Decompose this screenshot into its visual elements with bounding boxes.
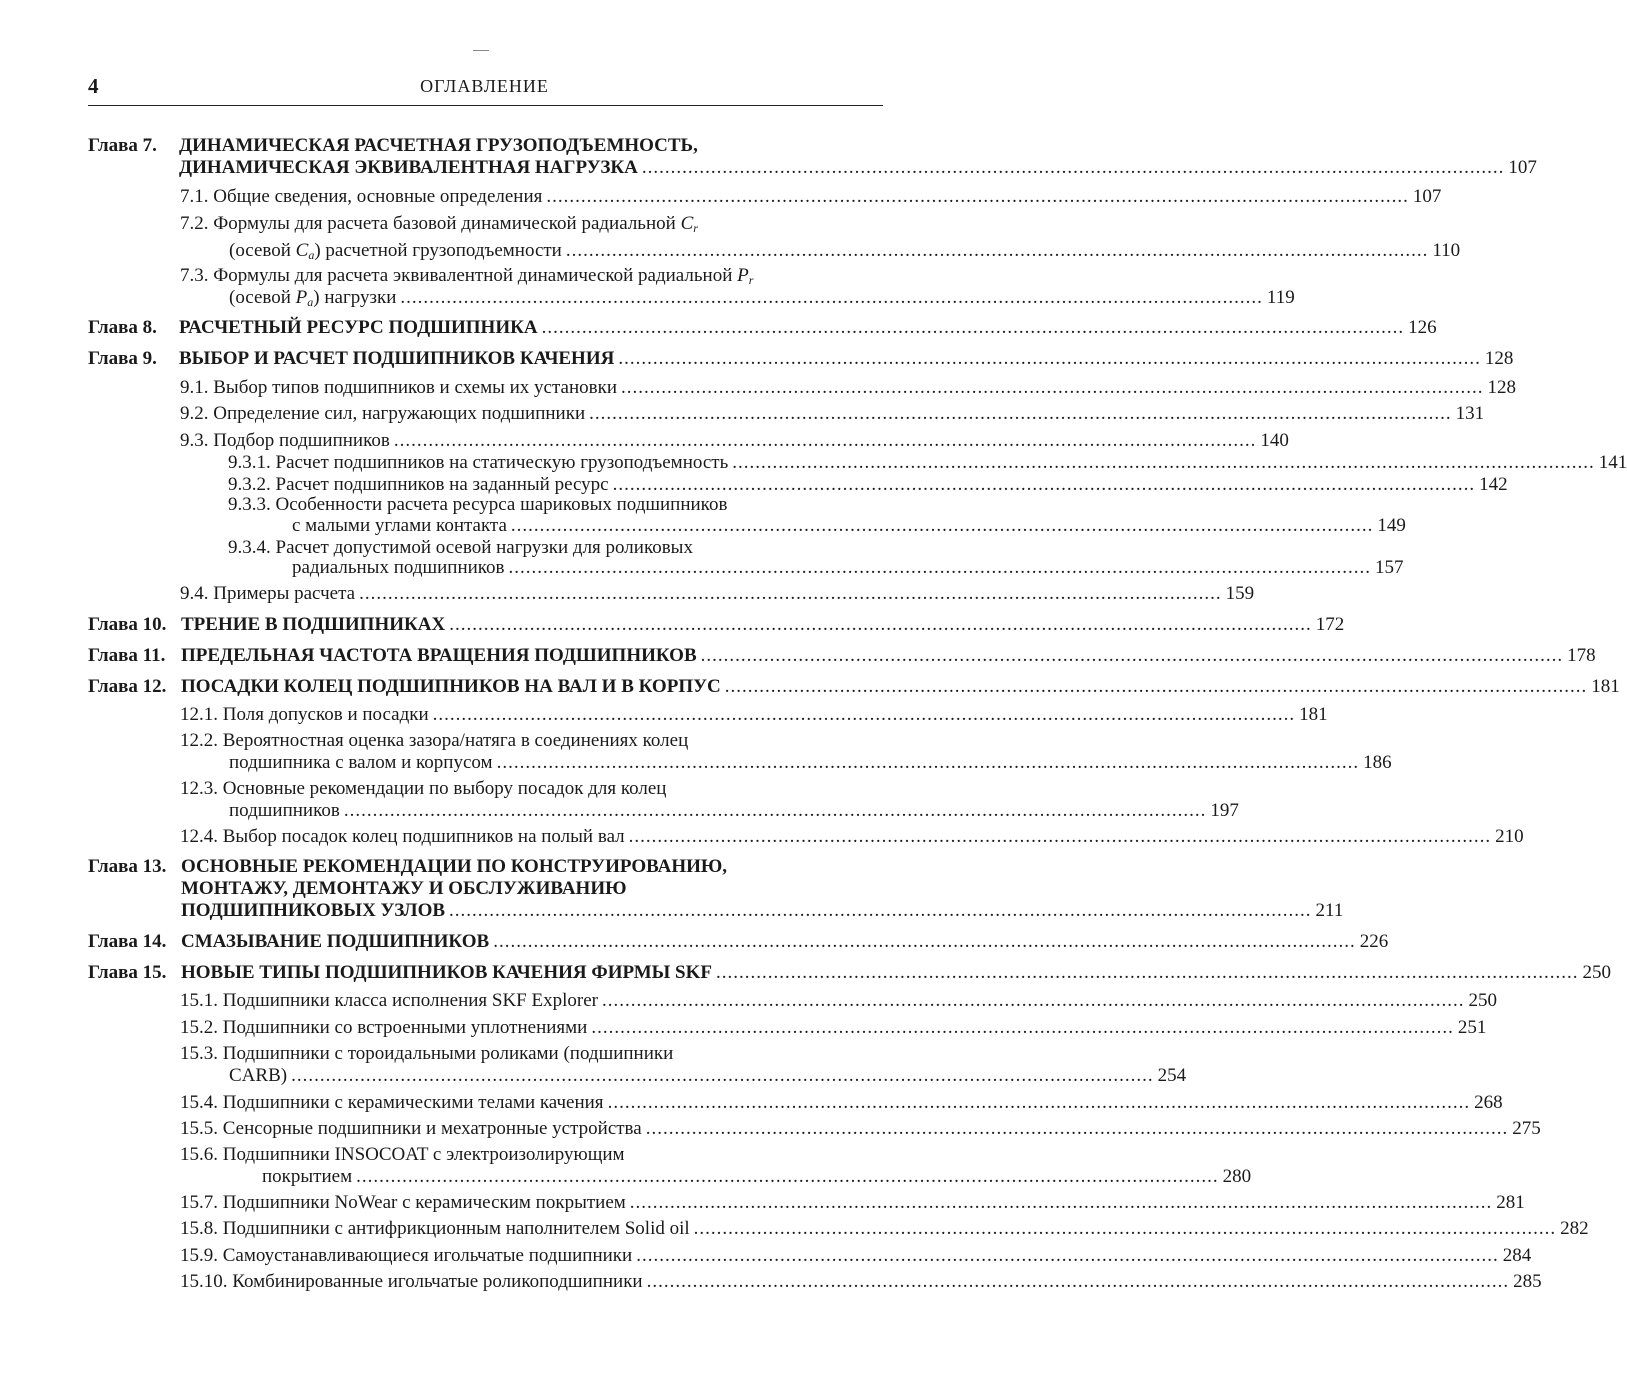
chapter-title: НОВЫЕ ТИПЫ ПОДШИПНИКОВ КАЧЕНИЯ ФИРМЫ SKF	[181, 962, 713, 983]
section-title-line: 7.2. Формулы для расчета базовой динамической радиальной	[180, 213, 676, 234]
section-title: 15.8. Подшипники с антифрикционным наполнителем Solid oil	[180, 1218, 690, 1239]
chapter-label: Глава 11.	[88, 645, 166, 666]
page-ref: 181	[1591, 676, 1620, 697]
section-title-line: 15.3. Подшипники с тороидальными роликами (подшипники	[180, 1043, 674, 1064]
toc-section-9-4[interactable]: 9.4. Примеры расчета ...................................................................................................................................................... 159	[180, 583, 1255, 604]
chapter-title-line: ДИНАМИЧЕСКАЯ РАСЧЕТНАЯ ГРУЗОПОДЪЕМНОСТЬ,	[179, 135, 698, 156]
page-number: 4	[88, 74, 99, 98]
page-ref: 141	[1598, 452, 1627, 473]
toc-chapter-13-line2[interactable]	[88, 878, 883, 900]
toc-subsection-9-3-4[interactable]	[88, 537, 883, 559]
toc-chapter-13[interactable]	[88, 856, 883, 878]
page-ref: 250	[1468, 990, 1497, 1011]
page-ref: 119	[1266, 287, 1295, 308]
toc-section-15-3-cont[interactable]: CARB) ...................................................................................................................................................... 254	[229, 1065, 1187, 1086]
toc-chapter-14[interactable]: Глава 14. СМАЗЫВАНИЕ ПОДШИПНИКОВ ...................................................................................................................................................... 226	[88, 931, 1389, 952]
page-ref: 197	[1210, 800, 1239, 821]
chapter-title: РАСЧЕТНЫЙ РЕСУРС ПОДШИПНИКА	[179, 317, 538, 338]
toc-chapter-13-line3[interactable]: ПОДШИПНИКОВЫХ УЗЛОВ ...................................................................................................................................................... 211	[181, 900, 1344, 921]
page-ref: 280	[1222, 1166, 1252, 1187]
section-title-line: 7.3. Формулы для расчета эквивалентной динамической радиальной	[180, 265, 733, 286]
chapter-title: ВЫБОР И РАСЧЕТ ПОДШИПНИКОВ КАЧЕНИЯ	[179, 348, 615, 369]
toc-section-15-10[interactable]: 15.10. Комбинированные игольчатые роликоподшипники ...................................................................................................................................................... 285	[180, 1271, 1542, 1292]
running-header: ОГЛАВЛЕНИЕ	[420, 76, 549, 96]
subsection-title-line: 9.3.4. Расчет допустимой осевой нагрузки для роликовых	[228, 537, 693, 558]
toc-section-15-1[interactable]: 15.1. Подшипники класса исполнения SKF Explorer ...................................................................................................................................................... 250	[180, 990, 1497, 1011]
page-ref: 281	[1496, 1192, 1525, 1213]
chapter-title: ПОДШИПНИКОВЫХ УЗЛОВ	[181, 900, 446, 921]
subsection-title: радиальных подшипников	[292, 557, 505, 578]
section-title: 12.4. Выбор посадок колец подшипников на полый вал	[180, 826, 625, 847]
section-title-line: 15.6. Подшипники INSOCOAT с электроизолирующим	[180, 1144, 625, 1165]
chapter-title-line: МОНТАЖУ, ДЕМОНТАЖУ И ОБСЛУЖИВАНИЮ	[181, 878, 627, 899]
toc-section-12-3[interactable]	[88, 778, 883, 800]
toc-section-12-1[interactable]: 12.1. Поля допусков и посадки ...................................................................................................................................................... 181	[180, 704, 1328, 725]
toc-section-9-1[interactable]: 9.1. Выбор типов подшипников и схемы их установки ...................................................................................................................................................... 128	[180, 377, 1516, 398]
toc-section-15-5[interactable]: 15.5. Сенсорные подшипники и мехатронные устройства ...................................................................................................................................................... 275	[180, 1118, 1541, 1139]
toc-section-7-3-cont[interactable]: (осевой $P_a$) нагрузки ...................................................................................................................................................... 119	[229, 287, 1295, 309]
toc-chapter-7-cont[interactable]: ДИНАМИЧЕСКАЯ ЭКВИВАЛЕНТНАЯ НАГРУЗКА ...................................................................................................................................................... 107	[179, 157, 1537, 178]
section-title-line: 12.3. Основные рекомендации по выбору посадок для колец	[180, 778, 667, 799]
page-ref: 226	[1359, 931, 1389, 952]
section-title: 15.1. Подшипники класса исполнения SKF Explorer	[180, 990, 598, 1011]
page-ref: 140	[1260, 430, 1289, 451]
page-ref: 172	[1315, 614, 1345, 635]
symbol: C	[295, 240, 309, 261]
toc-section-7-2[interactable]: 7.2. Формулы для расчета базовой динамической радиальной $C_r$	[180, 213, 698, 235]
subsection-title: 9.3.1. Расчет подшипников на статическую грузоподъемность	[228, 452, 729, 473]
page-ref: 284	[1502, 1245, 1532, 1266]
chapter-title: СМАЗЫВАНИЕ ПОДШИПНИКОВ	[181, 931, 490, 952]
toc-section-15-9[interactable]: 15.9. Самоустанавливающиеся игольчатые подшипники ...................................................................................................................................................... 284	[180, 1245, 1532, 1266]
header-rule	[88, 105, 883, 106]
toc-chapter-9[interactable]: Глава 9. ВЫБОР И РАСЧЕТ ПОДШИПНИКОВ КАЧЕНИЯ ...................................................................................................................................................... 128	[88, 348, 1514, 369]
page-ref: 282	[1560, 1218, 1589, 1239]
section-title: 7.1. Общие сведения, основные определения	[180, 186, 543, 207]
toc-subsection-9-3-1[interactable]: 9.3.1. Расчет подшипников на статическую грузоподъемность ...................................................................................................................................................... 141	[228, 452, 1627, 473]
toc-section-9-3[interactable]: 9.3. Подбор подшипников ...................................................................................................................................................... 140	[180, 430, 1289, 451]
section-title: подшипников	[229, 800, 340, 821]
subsection-title-line: 9.3.3. Особенности расчета ресурса шариковых подшипников	[228, 494, 728, 515]
chapter-title: ДИНАМИЧЕСКАЯ ЭКВИВАЛЕНТНАЯ НАГРУЗКА	[179, 157, 638, 178]
page-ref: 131	[1455, 403, 1485, 424]
section-title: 9.2. Определение сил, нагружающих подшипники	[180, 403, 586, 424]
chapter-label: Глава 10.	[88, 614, 167, 635]
chapter-title: ТРЕНИЕ В ПОДШИПНИКАХ	[181, 614, 446, 635]
chapter-title: ПОСАДКИ КОЛЕЦ ПОДШИПНИКОВ НА ВАЛ И В КОРПУС	[181, 676, 721, 697]
toc-section-15-8[interactable]: 15.8. Подшипники с антифрикционным наполнителем Solid oil ...................................................................................................................................................... 282	[180, 1218, 1589, 1239]
page-ref: 178	[1567, 645, 1596, 666]
toc-section-9-2[interactable]: 9.2. Определение сил, нагружающих подшипники ...................................................................................................................................................... 131	[180, 403, 1485, 424]
page-ref: 285	[1513, 1271, 1542, 1292]
toc-section-12-3-cont[interactable]: подшипников ...................................................................................................................................................... 197	[229, 800, 1239, 821]
page-ref: 126	[1408, 317, 1437, 338]
toc-section-7-3[interactable]: 7.3. Формулы для расчета эквивалентной динамической радиальной $P_r$	[180, 265, 754, 287]
chapter-label: Глава 12.	[88, 676, 167, 697]
page-ref: 210	[1495, 826, 1524, 847]
section-title: 9.1. Выбор типов подшипников и схемы их установки	[180, 377, 617, 398]
chapter-label: Глава 7.	[88, 135, 157, 156]
symbol: C	[680, 213, 694, 234]
toc-section-15-6[interactable]	[88, 1144, 883, 1166]
section-title: покрытием	[262, 1166, 353, 1187]
section-title: 15.10. Комбинированные игольчатые роликоподшипники	[180, 1271, 643, 1292]
top-dash	[473, 50, 489, 51]
page-ref: 186	[1363, 752, 1392, 773]
toc-chapter-15[interactable]: Глава 15. НОВЫЕ ТИПЫ ПОДШИПНИКОВ КАЧЕНИЯ ФИРМЫ SKF ...................................................................................................................................................... 250	[88, 962, 1612, 983]
page-ref: 275	[1512, 1118, 1541, 1139]
chapter-label: Глава 8.	[88, 317, 157, 338]
page-ref: 157	[1375, 557, 1404, 578]
toc-section-15-3[interactable]	[88, 1043, 883, 1065]
page-ref: 149	[1377, 515, 1406, 536]
section-title: 15.9. Самоустанавливающиеся игольчатые подшипники	[180, 1245, 633, 1266]
toc-section-15-4[interactable]: 15.4. Подшипники с керамическими телами качения ...................................................................................................................................................... 268	[180, 1092, 1503, 1113]
toc-section-15-2[interactable]: 15.2. Подшипники со встроенными уплотнениями ...................................................................................................................................................... 251	[180, 1017, 1487, 1038]
section-title: 9.4. Примеры расчета	[180, 583, 356, 604]
page-ref: 251	[1457, 1017, 1487, 1038]
symbol: P	[737, 265, 749, 286]
section-title: 12.1. Поля допусков и посадки	[180, 704, 429, 725]
chapter-label: Глава 14.	[88, 931, 167, 952]
symbol: P	[295, 287, 308, 308]
page-ref: 254	[1157, 1065, 1187, 1086]
page-ref: 128	[1484, 348, 1514, 369]
page-ref: 128	[1487, 377, 1516, 398]
page-ref: 159	[1225, 583, 1255, 604]
toc-chapter-8[interactable]: Глава 8. РАСЧЕТНЫЙ РЕСУРС ПОДШИПНИКА ...................................................................................................................................................... 126	[88, 317, 1437, 338]
section-title: 15.5. Сенсорные подшипники и мехатронные устройства	[180, 1118, 642, 1139]
chapter-title-line: ОСНОВНЫЕ РЕКОМЕНДАЦИИ ПО КОНСТРУИРОВАНИЮ,	[181, 856, 728, 877]
toc-subsection-9-3-3[interactable]	[88, 494, 883, 516]
section-title: CARB)	[229, 1065, 288, 1086]
chapter-label: Глава 9.	[88, 348, 157, 369]
toc-chapter-10[interactable]: Глава 10. ТРЕНИЕ В ПОДШИПНИКАХ ...................................................................................................................................................... 172	[88, 614, 1345, 635]
toc-subsection-9-3-2[interactable]: 9.3.2. Расчет подшипников на заданный ресурс ...................................................................................................................................................... 142	[228, 474, 1508, 495]
page-ref: 110	[1432, 240, 1461, 261]
section-title: 15.2. Подшипники со встроенными уплотнениями	[180, 1017, 588, 1038]
page-ref: 211	[1315, 900, 1344, 921]
page-ref: 268	[1474, 1092, 1503, 1113]
toc-section-12-4[interactable]: 12.4. Выбор посадок колец подшипников на полый вал ...................................................................................................................................................... 210	[180, 826, 1524, 847]
page-ref: 250	[1582, 962, 1612, 983]
chapter-title: ПРЕДЕЛЬНАЯ ЧАСТОТА ВРАЩЕНИЯ ПОДШИПНИКОВ	[181, 645, 697, 666]
toc-section-12-2[interactable]	[88, 730, 883, 752]
section-title: 15.4. Подшипники с керамическими телами качения	[180, 1092, 604, 1113]
chapter-label: Глава 13.	[88, 856, 167, 877]
toc-chapter-11[interactable]: Глава 11. ПРЕДЕЛЬНАЯ ЧАСТОТА ВРАЩЕНИЯ ПОДШИПНИКОВ ...................................................................................................................................................... 178	[88, 645, 1596, 666]
toc-chapter-7[interactable]	[88, 135, 883, 157]
page-ref: 142	[1479, 474, 1508, 495]
toc-section-7-1[interactable]: 7.1. Общие сведения, основные определения ...................................................................................................................................................... 107	[180, 186, 1442, 207]
toc-chapter-12[interactable]: Глава 12. ПОСАДКИ КОЛЕЦ ПОДШИПНИКОВ НА ВАЛ И В КОРПУС ...................................................................................................................................................... 181	[88, 676, 1620, 697]
subsection-title: 9.3.2. Расчет подшипников на заданный ресурс	[228, 474, 609, 495]
section-title-line: 12.2. Вероятностная оценка зазора/натяга в соединениях колец	[180, 730, 689, 751]
toc-section-15-6-cont[interactable]: покрытием ...................................................................................................................................................... 280	[262, 1166, 1252, 1187]
toc-subsection-9-3-3-cont[interactable]: с малыми углами контакта ...................................................................................................................................................... 149	[292, 515, 1406, 536]
subsection-title: с малыми углами контакта	[292, 515, 507, 536]
page-ref: 107	[1412, 186, 1442, 207]
page-ref: 107	[1508, 157, 1537, 178]
section-title: 15.7. Подшипники NoWear с керамическим покрытием	[180, 1192, 626, 1213]
toc-section-15-7[interactable]: 15.7. Подшипники NoWear с керамическим покрытием ...................................................................................................................................................... 281	[180, 1192, 1525, 1213]
section-title: подшипника с валом и корпусом	[229, 752, 493, 773]
page-ref: 181	[1299, 704, 1328, 725]
toc-section-7-2-cont[interactable]: (осевой $C_a$) расчетной грузоподъемности ...................................................................................................................................................... 110	[229, 240, 1461, 262]
section-title: 9.3. Подбор подшипников	[180, 430, 390, 451]
toc-subsection-9-3-4-cont[interactable]: радиальных подшипников ...................................................................................................................................................... 157	[292, 557, 1404, 578]
chapter-label: Глава 15.	[88, 962, 167, 983]
toc-section-12-2-cont[interactable]: подшипника с валом и корпусом ...................................................................................................................................................... 186	[229, 752, 1392, 773]
